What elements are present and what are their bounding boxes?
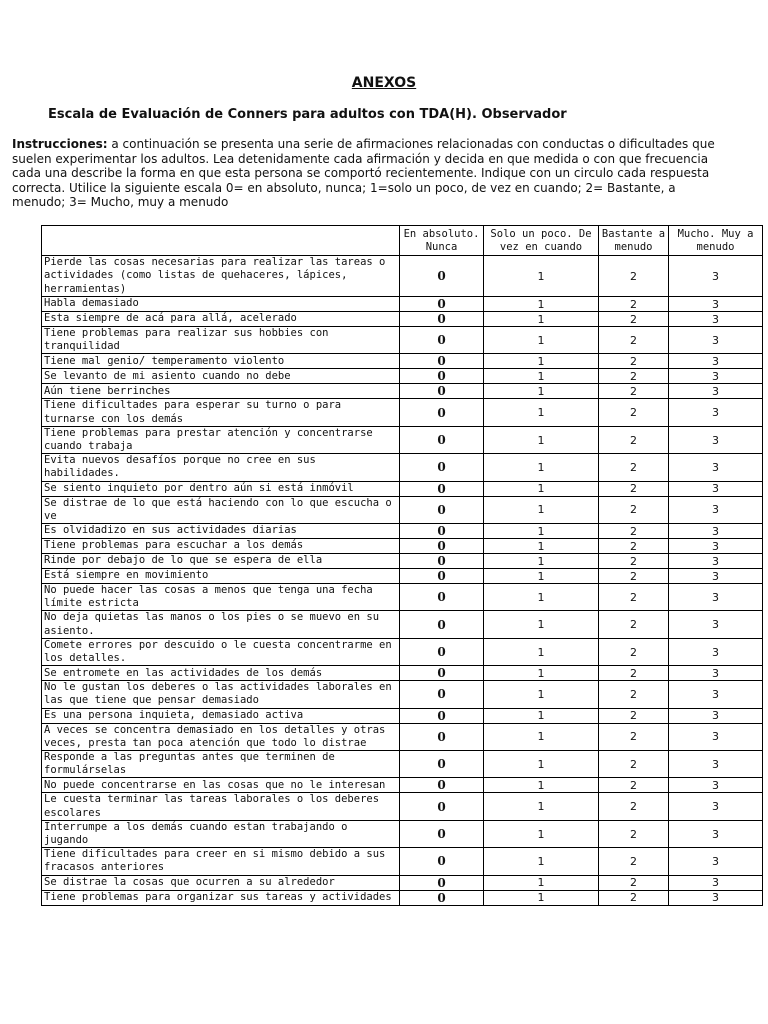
score-option-1[interactable]: 1 (484, 454, 599, 481)
score-option-3[interactable]: 3 (669, 524, 763, 539)
score-option-0[interactable]: 0 (400, 723, 484, 750)
score-option-3[interactable]: 3 (669, 369, 763, 384)
score-option-3[interactable]: 3 (669, 496, 763, 523)
table-row (42, 848, 763, 875)
table-row (42, 611, 763, 638)
score-option-0[interactable]: 0 (400, 369, 484, 384)
score-option-0[interactable]: 0 (400, 454, 484, 481)
score-option-1[interactable]: 1 (484, 708, 599, 723)
table-row (42, 820, 763, 847)
score-option-2[interactable]: 2 (599, 256, 669, 297)
score-option-0[interactable]: 0 (400, 569, 484, 584)
score-option-2[interactable]: 2 (599, 312, 669, 327)
score-option-1[interactable]: 1 (484, 399, 599, 426)
score-option-3[interactable]: 3 (669, 426, 763, 453)
score-option-1[interactable]: 1 (484, 638, 599, 665)
score-option-3[interactable]: 3 (669, 554, 763, 569)
score-option-2[interactable]: 2 (599, 481, 669, 496)
score-option-2[interactable]: 2 (599, 369, 669, 384)
page-title: ANEXOS (351, 75, 417, 91)
score-option-2[interactable]: 2 (599, 890, 669, 905)
score-option-3[interactable]: 3 (669, 354, 763, 369)
item-statement: Tiene dificultades para esperar su turno o para turnarse con los demás (42, 399, 400, 426)
score-option-0[interactable]: 0 (400, 554, 484, 569)
score-option-0[interactable]: 0 (400, 875, 484, 890)
instructions-text: a continuación se presenta una serie de afirmaciones relacionadas con conductas o dificultades que suelen experimentar los adultos. Lea detenidamente cada afirmación y decida en que medida o con que frecuencia cada una describe la forma en que esta persona se comportó recientemente. Indique con un circulo cada respuesta correcta. Utilice la siguiente escala 0= en absoluto, nunca; 1=solo un poco, de vez en cuando; 2= Bastante, a menudo; 3= Mucho, muy a menudo (12, 137, 715, 210)
score-option-2[interactable]: 2 (599, 384, 669, 399)
table-row (42, 638, 763, 665)
score-option-2[interactable]: 2 (599, 426, 669, 453)
score-option-0[interactable]: 0 (400, 681, 484, 708)
table-row (42, 481, 763, 496)
item-statement: No puede concentrarse en las cosas que no le interesan (42, 778, 400, 793)
score-option-0[interactable]: 0 (400, 354, 484, 369)
instructions-paragraph (12, 137, 732, 210)
header-score-3: Mucho. Muy a menudo (669, 226, 763, 256)
table-row (42, 723, 763, 750)
table-row (42, 297, 763, 312)
score-option-0[interactable]: 0 (400, 890, 484, 905)
score-option-0[interactable]: 0 (400, 611, 484, 638)
score-option-1[interactable]: 1 (484, 820, 599, 847)
score-option-1[interactable]: 1 (484, 751, 599, 778)
table-row (42, 751, 763, 778)
score-option-3[interactable]: 3 (669, 539, 763, 554)
score-option-1[interactable]: 1 (484, 875, 599, 890)
score-option-2[interactable]: 2 (599, 778, 669, 793)
score-option-3[interactable]: 3 (669, 327, 763, 354)
score-option-3[interactable]: 3 (669, 848, 763, 875)
table-row (42, 554, 763, 569)
score-option-3[interactable]: 3 (669, 666, 763, 681)
score-option-3[interactable]: 3 (669, 611, 763, 638)
score-option-2[interactable]: 2 (599, 354, 669, 369)
header-item (42, 226, 400, 256)
score-option-1[interactable]: 1 (484, 611, 599, 638)
item-statement: No le gustan los deberes o las actividades laborales en las que tiene que pensar demasiado (42, 681, 400, 708)
score-option-0[interactable]: 0 (400, 496, 484, 523)
item-statement: Habla demasiado (42, 297, 400, 312)
table-row (42, 524, 763, 539)
table-row (42, 875, 763, 890)
score-option-3[interactable]: 3 (669, 481, 763, 496)
score-option-2[interactable]: 2 (599, 454, 669, 481)
score-option-2[interactable]: 2 (599, 399, 669, 426)
score-option-1[interactable]: 1 (484, 569, 599, 584)
score-option-0[interactable]: 0 (400, 539, 484, 554)
item-statement: Tiene problemas para organizar sus tareas y actividades (42, 890, 400, 905)
item-statement: Pierde las cosas necesarias para realizar las tareas o actividades (como listas de quehaceres, lápices, herramientas) (42, 256, 400, 297)
score-option-0[interactable]: 0 (400, 666, 484, 681)
item-statement: Tiene problemas para realizar sus hobbies con tranquilidad (42, 327, 400, 354)
header-score-1: Solo un poco. De vez en cuando (484, 226, 599, 256)
item-statement: Tiene mal genio/ temperamento violento (42, 354, 400, 369)
table-row (42, 890, 763, 905)
item-statement: Se distrae la cosas que ocurren a su alrededor (42, 875, 400, 890)
score-option-3[interactable]: 3 (669, 384, 763, 399)
table-row (42, 399, 763, 426)
score-option-3[interactable]: 3 (669, 708, 763, 723)
item-statement: Es olvidadizo en sus actividades diarias (42, 524, 400, 539)
score-option-0[interactable]: 0 (400, 793, 484, 820)
score-option-2[interactable]: 2 (599, 496, 669, 523)
item-statement: Aún tiene berrinches (42, 384, 400, 399)
score-option-1[interactable]: 1 (484, 666, 599, 681)
item-statement: Está siempre en movimiento (42, 569, 400, 584)
table-row (42, 256, 763, 297)
table-row (42, 778, 763, 793)
table-row (42, 354, 763, 369)
table-header-row (42, 226, 763, 256)
item-statement: Se levanto de mi asiento cuando no debe (42, 369, 400, 384)
item-statement: Evita nuevos desafíos porque no cree en sus habilidades. (42, 454, 400, 481)
item-statement: Esta siempre de acá para allá, acelerado (42, 312, 400, 327)
score-option-2[interactable]: 2 (599, 327, 669, 354)
score-option-0[interactable]: 0 (400, 708, 484, 723)
table-row (42, 312, 763, 327)
score-option-3[interactable]: 3 (669, 875, 763, 890)
score-option-0[interactable]: 0 (400, 384, 484, 399)
table-row (42, 681, 763, 708)
score-option-2[interactable]: 2 (599, 666, 669, 681)
score-option-1[interactable]: 1 (484, 539, 599, 554)
score-option-3[interactable]: 3 (669, 681, 763, 708)
score-option-0[interactable]: 0 (400, 399, 484, 426)
table-row (42, 426, 763, 453)
instructions-label: Instrucciones: (12, 137, 108, 151)
score-option-0[interactable]: 0 (400, 848, 484, 875)
score-option-1[interactable]: 1 (484, 793, 599, 820)
score-option-1[interactable]: 1 (484, 312, 599, 327)
item-statement: Responde a las preguntas antes que terminen de formulárselas (42, 751, 400, 778)
score-option-1[interactable]: 1 (484, 369, 599, 384)
score-option-2[interactable]: 2 (599, 554, 669, 569)
score-option-3[interactable]: 3 (669, 890, 763, 905)
score-option-1[interactable]: 1 (484, 890, 599, 905)
score-option-0[interactable]: 0 (400, 751, 484, 778)
item-statement: Tiene problemas para prestar atención y concentrarse cuando trabaja (42, 426, 400, 453)
score-option-0[interactable]: 0 (400, 584, 484, 611)
score-option-2[interactable]: 2 (599, 524, 669, 539)
item-statement: Comete errores por descuido o le cuesta concentrarme en los detalles. (42, 638, 400, 665)
score-option-1[interactable]: 1 (484, 426, 599, 453)
score-option-1[interactable]: 1 (484, 384, 599, 399)
table-row (42, 384, 763, 399)
score-option-1[interactable]: 1 (484, 723, 599, 750)
score-option-1[interactable]: 1 (484, 327, 599, 354)
score-option-0[interactable]: 0 (400, 778, 484, 793)
item-statement: Se entromete en las actividades de los demás (42, 666, 400, 681)
item-statement: Es una persona inquieta, demasiado activa (42, 708, 400, 723)
item-statement: No deja quietas las manos o los pies o se muevo en su asiento. (42, 611, 400, 638)
score-option-2[interactable]: 2 (599, 638, 669, 665)
score-option-2[interactable]: 2 (599, 708, 669, 723)
score-option-0[interactable]: 0 (400, 297, 484, 312)
score-option-1[interactable]: 1 (484, 524, 599, 539)
table-row (42, 793, 763, 820)
score-option-2[interactable]: 2 (599, 751, 669, 778)
score-option-0[interactable]: 0 (400, 481, 484, 496)
score-option-3[interactable]: 3 (669, 454, 763, 481)
score-option-1[interactable]: 1 (484, 354, 599, 369)
score-option-0[interactable]: 0 (400, 820, 484, 847)
score-option-0[interactable]: 0 (400, 638, 484, 665)
score-option-2[interactable]: 2 (599, 539, 669, 554)
score-option-3[interactable]: 3 (669, 256, 763, 297)
score-option-3[interactable]: 3 (669, 778, 763, 793)
score-option-1[interactable]: 1 (484, 681, 599, 708)
score-option-0[interactable]: 0 (400, 524, 484, 539)
table-row (42, 327, 763, 354)
table-row (42, 454, 763, 481)
item-statement: Se siento inquieto por dentro aún si está inmóvil (42, 481, 400, 496)
table-row (42, 666, 763, 681)
score-option-3[interactable]: 3 (669, 751, 763, 778)
score-option-2[interactable]: 2 (599, 681, 669, 708)
score-option-3[interactable]: 3 (669, 723, 763, 750)
conners-scale-table (41, 225, 763, 906)
header-score-2: Bastante a menudo (599, 226, 669, 256)
score-option-2[interactable]: 2 (599, 611, 669, 638)
item-statement: Se distrae de lo que está haciendo con lo que escucha o ve (42, 496, 400, 523)
score-option-3[interactable]: 3 (669, 399, 763, 426)
table-row (42, 708, 763, 723)
score-option-2[interactable]: 2 (599, 723, 669, 750)
score-option-2[interactable]: 2 (599, 793, 669, 820)
table-row (42, 369, 763, 384)
item-statement: Le cuesta terminar las tareas laborales o los deberes escolares (42, 793, 400, 820)
score-option-2[interactable]: 2 (599, 584, 669, 611)
score-option-1[interactable]: 1 (484, 584, 599, 611)
score-option-0[interactable]: 0 (400, 256, 484, 297)
score-option-2[interactable]: 2 (599, 569, 669, 584)
item-statement: A veces se concentra demasiado en los detalles y otras veces, presta tan poca atención que todo lo distrae (42, 723, 400, 750)
table-row (42, 539, 763, 554)
score-option-3[interactable]: 3 (669, 569, 763, 584)
header-score-0: En absoluto. Nunca (400, 226, 484, 256)
score-option-3[interactable]: 3 (669, 793, 763, 820)
score-option-1[interactable]: 1 (484, 297, 599, 312)
score-option-3[interactable]: 3 (669, 312, 763, 327)
item-statement: Rinde por debajo de lo que se espera de ella (42, 554, 400, 569)
table-row (42, 584, 763, 611)
item-statement: No puede hacer las cosas a menos que tenga una fecha límite estricta (42, 584, 400, 611)
score-option-3[interactable]: 3 (669, 584, 763, 611)
score-option-1[interactable]: 1 (484, 481, 599, 496)
score-option-0[interactable]: 0 (400, 327, 484, 354)
item-statement: Tiene problemas para escuchar a los demás (42, 539, 400, 554)
score-option-1[interactable]: 1 (484, 554, 599, 569)
score-option-1[interactable]: 1 (484, 496, 599, 523)
score-option-1[interactable]: 1 (484, 778, 599, 793)
score-option-2[interactable]: 2 (599, 875, 669, 890)
score-option-0[interactable]: 0 (400, 312, 484, 327)
score-option-1[interactable]: 1 (484, 848, 599, 875)
score-option-1[interactable]: 1 (484, 256, 599, 297)
item-statement: Tiene dificultades para creer en si mismo debido a sus fracasos anteriores (42, 848, 400, 875)
score-option-3[interactable]: 3 (669, 820, 763, 847)
score-option-3[interactable]: 3 (669, 297, 763, 312)
score-option-0[interactable]: 0 (400, 426, 484, 453)
scale-subtitle: Escala de Evaluación de Conners para adultos con TDA(H). Observador (48, 107, 567, 122)
item-statement: Interrumpe a los demás cuando estan trabajando o jugando (42, 820, 400, 847)
table-row (42, 569, 763, 584)
score-option-3[interactable]: 3 (669, 638, 763, 665)
score-option-2[interactable]: 2 (599, 820, 669, 847)
score-option-2[interactable]: 2 (599, 297, 669, 312)
score-option-2[interactable]: 2 (599, 848, 669, 875)
table-row (42, 496, 763, 523)
